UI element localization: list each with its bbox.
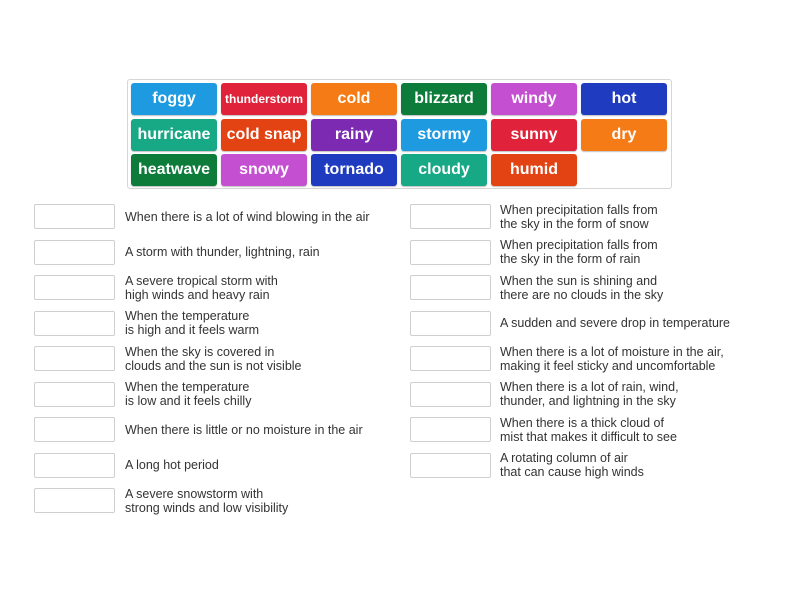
word-tile-stormy[interactable]: stormy <box>401 119 487 151</box>
clue-line: When the temperature <box>125 309 250 323</box>
word-tile-heatwave[interactable]: heatwave <box>131 154 217 186</box>
clue-text <box>500 451 644 480</box>
clue-text <box>500 380 679 409</box>
answer-drop-slot[interactable] <box>34 240 115 265</box>
clue-line: high winds and heavy rain <box>125 287 270 302</box>
answer-drop-slot[interactable] <box>410 382 491 407</box>
clue-line: When the sky is covered in <box>125 344 275 359</box>
answer-drop-slot[interactable] <box>410 417 491 442</box>
word-tile-dry[interactable]: dry <box>581 119 667 151</box>
answer-drop-slot[interactable] <box>34 311 115 336</box>
clue-text <box>125 238 320 267</box>
answer-drop-slot[interactable] <box>410 346 491 371</box>
clue-line: When there is a lot of rain, wind, <box>500 380 679 394</box>
clue-line: is low and it feels chilly <box>125 394 252 408</box>
answer-drop-slot[interactable] <box>410 240 491 265</box>
clue-line: making it feel sticky and uncomfortable <box>500 358 716 373</box>
clue-text <box>125 415 363 444</box>
word-tile-sunny[interactable]: sunny <box>491 119 577 151</box>
word-tile-humid[interactable]: humid <box>491 154 577 186</box>
clue-line: When there is little or no moisture in the air <box>125 422 363 437</box>
clue-text <box>125 380 251 409</box>
word-tile-bank <box>127 79 672 189</box>
word-tile-thunderstorm[interactable]: thunderstorm <box>221 83 307 115</box>
word-tile-blizzard[interactable]: blizzard <box>401 83 487 115</box>
clue-line: the sky in the form of rain <box>500 252 641 266</box>
answer-drop-slot[interactable] <box>34 488 115 513</box>
clue-line: thunder, and lightning in the sky <box>500 394 676 408</box>
clue-text <box>500 202 658 231</box>
clue-text <box>500 344 724 373</box>
clue-line: A sudden and severe drop in temperature <box>500 316 731 330</box>
clue-text <box>500 273 663 302</box>
answer-drop-slot[interactable] <box>34 453 115 478</box>
answer-drop-slot[interactable] <box>34 417 115 442</box>
answer-drop-slot[interactable] <box>34 382 115 407</box>
word-tile-foggy[interactable]: foggy <box>131 83 217 115</box>
clue-line: A severe snowstorm with <box>125 486 264 501</box>
word-tile-tornado[interactable]: tornado <box>311 154 397 186</box>
clue-line: A severe tropical storm with <box>125 273 278 288</box>
clue-text <box>125 486 288 515</box>
word-tile-rainy[interactable]: rainy <box>311 119 397 151</box>
clue-line: clouds and the sun is not visible <box>125 358 302 373</box>
clue-line: When the sun is shining and <box>500 273 658 288</box>
clue-text <box>125 273 278 302</box>
clue-text <box>500 415 677 444</box>
clue-text <box>500 238 658 267</box>
clue-line: When precipitation falls from <box>500 238 658 252</box>
clue-line: When there is a thick cloud of <box>500 415 664 430</box>
clue-line: that can cause high winds <box>500 465 644 479</box>
clue-text <box>125 202 370 231</box>
answer-drop-slot[interactable] <box>34 275 115 300</box>
word-tile-cloudy[interactable]: cloudy <box>401 154 487 186</box>
word-tile-cold-snap[interactable]: cold snap <box>221 119 307 151</box>
clue-line: When there is a lot of wind blowing in the air <box>125 209 370 224</box>
answer-drop-slot[interactable] <box>34 346 115 371</box>
answer-drop-slot[interactable] <box>410 453 491 478</box>
clue-line: A long hot period <box>125 458 219 472</box>
clue-text <box>125 451 219 480</box>
answer-drop-slot[interactable] <box>410 275 491 300</box>
word-tile-windy[interactable]: windy <box>491 83 577 115</box>
word-tile-hurricane[interactable]: hurricane <box>131 119 217 151</box>
clue-line: A storm with thunder, lightning, rain <box>125 245 320 259</box>
answer-drop-slot[interactable] <box>34 204 115 229</box>
clue-line: there are no clouds in the sky <box>500 287 664 302</box>
clue-line: strong winds and low visibility <box>125 500 289 515</box>
word-tile-hot[interactable]: hot <box>581 83 667 115</box>
clue-line: is high and it feels warm <box>125 323 260 337</box>
clue-line: When there is a lot of moisture in the air, <box>500 344 724 359</box>
word-tile-cold[interactable]: cold <box>311 83 397 115</box>
clue-line: the sky in the form of snow <box>500 216 649 231</box>
clue-line: mist that makes it difficult to see <box>500 429 677 444</box>
clue-line: When the temperature <box>125 380 250 394</box>
word-tile-snowy[interactable]: snowy <box>221 154 307 186</box>
answer-drop-slot[interactable] <box>410 311 491 336</box>
answer-drop-slot[interactable] <box>410 204 491 229</box>
clue-text <box>125 344 302 373</box>
clue-text <box>500 309 730 338</box>
clue-line: When precipitation falls from <box>500 202 658 217</box>
clue-line: A rotating column of air <box>500 451 628 465</box>
clue-text <box>125 309 259 338</box>
